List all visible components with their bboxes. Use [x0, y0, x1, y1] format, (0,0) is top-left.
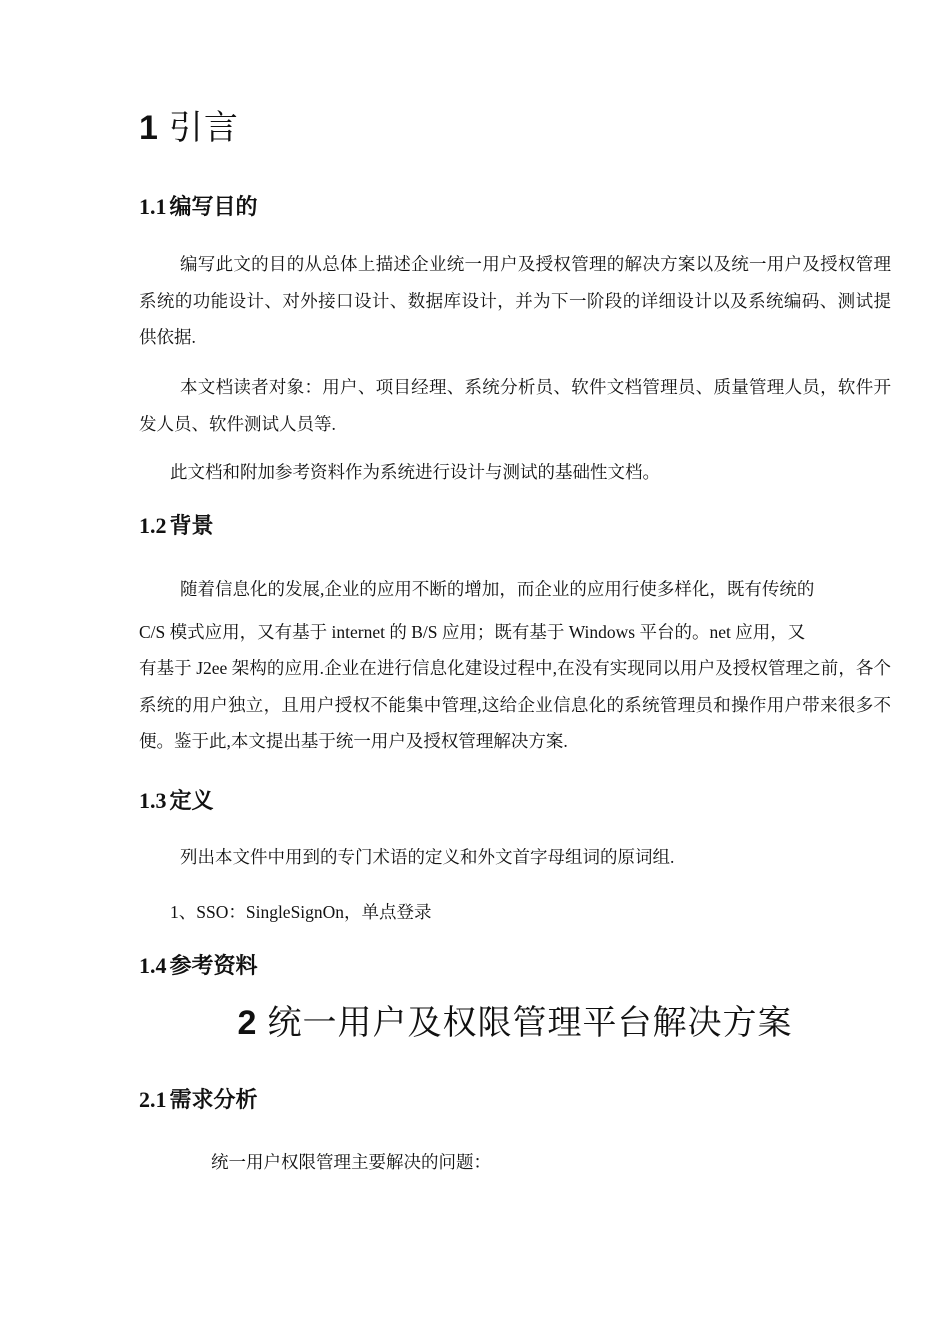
- paragraph-definitions: 列出本文件中用到的专门术语的定义和外文首字母组词的原词组.: [180, 847, 675, 867]
- heading-number: 1: [139, 109, 159, 147]
- heading-number: 1.1: [139, 194, 167, 219]
- heading-2-solution: [0, 1003, 950, 1043]
- heading-2-1-requirements: [139, 1086, 891, 1114]
- heading-title: 定义: [169, 788, 214, 813]
- background-paragraph: 有基于 J2ee 架构的应用.企业在进行信息化建设过程中,在没有实现同以用户及授权管理之前，各个系统的用户独立，且用户授权不能集中管理,这给企业信息化的系统管理员和操作用户带来很多不便。鉴于此,本文提出基于统一用户及授权管理解决方案.: [139, 658, 891, 751]
- background-line-2: C/S 模式应用，又有基于 internet 的 B/S 应用；既有基于 Windows 平台的。net 应用，又: [139, 622, 806, 642]
- heading-1-introduction: [139, 108, 891, 148]
- heading-1-2-background: [139, 512, 891, 540]
- background-line-1: 随着信息化的发展,企业的应用不断的增加，而企业的应用行使多样化，既有传统的: [180, 579, 815, 599]
- heading-title: 引言: [168, 109, 239, 147]
- heading-1-3-definitions: [139, 787, 891, 815]
- heading-1-4-references: [139, 952, 891, 980]
- heading-title: 编写目的: [169, 194, 258, 219]
- heading-title: 背景: [169, 513, 214, 538]
- heading-number: 2.1: [139, 1087, 167, 1112]
- paragraph-requirements: 统一用户权限管理主要解决的问题：: [211, 1152, 491, 1172]
- paragraph-purpose: 编写此文的目的从总体上描述企业统一用户及授权管理的解决方案以及统一用户及授权管理系统的功能设计、对外接口设计、数据库设计，并为下一阶段的详细设计以及系统编码、测试提供依据.: [139, 254, 891, 347]
- heading-title: 需求分析: [169, 1087, 258, 1112]
- heading-number: 2: [237, 1004, 258, 1042]
- heading-1-1-purpose: [139, 193, 891, 221]
- heading-title: 参考资料: [169, 953, 258, 978]
- heading-number: 1.2: [139, 513, 167, 538]
- paragraph-basis: 此文档和附加参考资料作为系统进行设计与测试的基础性文档。: [170, 462, 660, 482]
- heading-number: 1.4: [139, 953, 167, 978]
- definition-item-sso: 1、SSO：SingleSignOn，单点登录: [170, 902, 432, 922]
- paragraph-audience: 本文档读者对象：用户、项目经理、系统分析员、软件文档管理员、质量管理人员，软件开发人员、软件测试人员等.: [139, 377, 891, 434]
- heading-title: 统一用户及权限管理平台解决方案: [267, 1004, 793, 1042]
- heading-number: 1.3: [139, 788, 167, 813]
